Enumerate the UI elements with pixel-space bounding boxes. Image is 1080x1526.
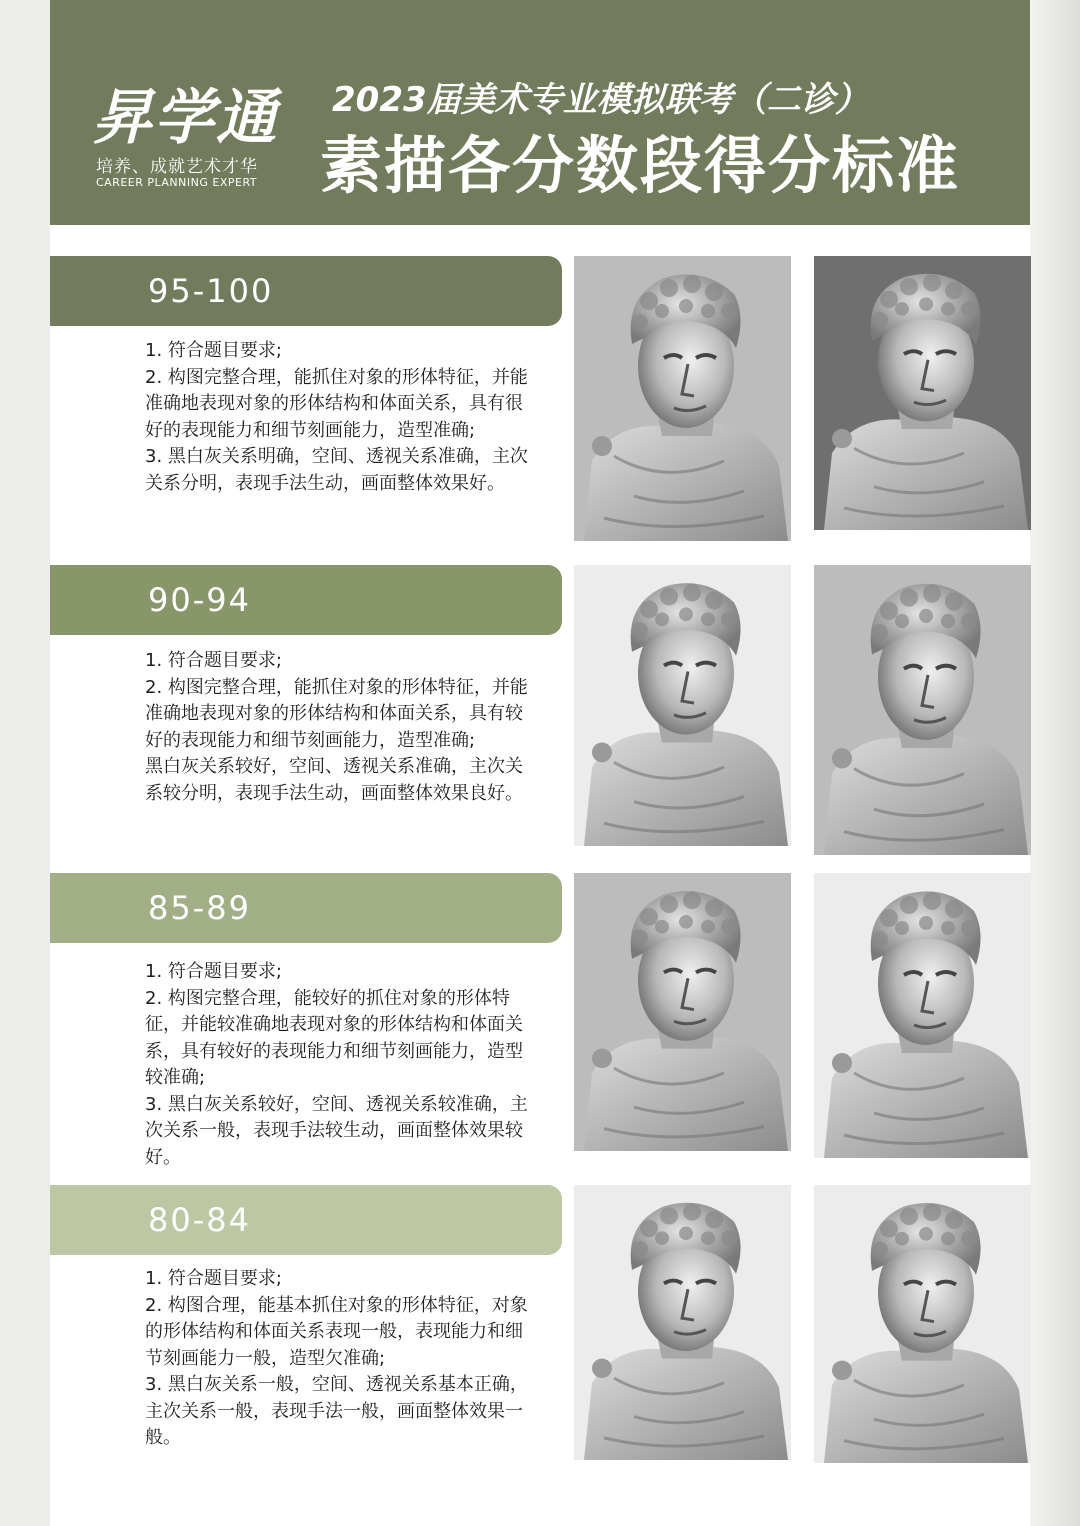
score-range-label: 95-100 [148, 272, 274, 310]
poster-title: 素描各分数段得分标准 [320, 129, 961, 202]
score-band-90-94 [50, 565, 562, 635]
criteria-item: 1. 符合题目要求; [145, 650, 282, 671]
score-range-label: 90-94 [148, 581, 251, 619]
criteria-item: 2. 构图完整合理，能抓住对象的形体特征，并能准确地表现对象的形体结构和体面关系，具有较好的表现能力和细节刻画能力，造型准确; [145, 676, 528, 751]
criteria-item: 1. 符合题目要求; [145, 340, 282, 361]
criteria-item: 3. 黑白灰关系明确，空间、透视关系准确，主次关系分明，表现手法生动，画面整体效果好。 [145, 446, 528, 494]
brand-slogan: 培养、成就艺术才华 [96, 157, 258, 177]
criteria-item: 1. 符合题目要求; [145, 961, 282, 982]
score-range-label: 85-89 [148, 889, 251, 927]
score-band-80-84 [50, 1185, 562, 1255]
bust-sketch-icon [574, 873, 791, 1151]
page-edge-left [0, 0, 50, 1526]
bust-sketch-icon [814, 256, 1031, 530]
score-band-95-100 [50, 256, 562, 326]
bust-sketch-icon [574, 256, 791, 541]
criteria-item: 2. 构图完整合理，能较好的抓住对象的形体特征，并能较准确地表现对象的形体结构和体面关系，具有较好的表现能力和细节刻画能力，造型较准确; [145, 987, 523, 1088]
poster-subtitle: 2023届美术专业模拟联考（二诊） [332, 80, 869, 120]
criteria-item: 3. 黑白灰关系一般，空间、透视关系基本正确，主次关系一般，表现手法一般，画面整体效果一般。 [145, 1374, 528, 1448]
score-band-85-89 [50, 873, 562, 943]
page-edge-right [1030, 0, 1080, 1526]
bust-sketch-icon [814, 873, 1031, 1158]
criteria-list-85-89 [145, 959, 540, 1171]
score-range-label: 80-84 [148, 1201, 251, 1239]
bust-sketch-icon [814, 1185, 1031, 1463]
criteria-list-80-84 [145, 1266, 540, 1452]
criteria-item: 2. 构图合理，能基本抓住对象的形体特征，对象的形体结构和体面关系表现一般，表现能力和细节刻画能力一般，造型欠准确; [145, 1294, 528, 1369]
criteria-item: 1. 符合题目要求; [145, 1268, 282, 1289]
criteria-list-95-100 [145, 338, 540, 497]
brand-logo: 昇学通 [92, 83, 278, 153]
criteria-item: 2. 构图完整合理，能抓住对象的形体特征，并能准确地表现对象的形体结构和体面关系，具有很好的表现能力和细节刻画能力，造型准确; [145, 366, 528, 441]
criteria-item: 3. 黑白灰关系较好，空间、透视关系较准确，主次关系一般，表现手法较生动，画面整体效果较好。 [145, 1093, 528, 1168]
bust-sketch-icon [574, 565, 791, 846]
bust-sketch-icon [574, 1185, 791, 1460]
criteria-item: 黑白灰关系较好，空间、透视关系准确，主次关系较分明，表现手法生动，画面整体效果良好。 [145, 756, 523, 804]
bust-sketch-icon [814, 565, 1031, 855]
criteria-list-90-94 [145, 648, 540, 807]
brand-slogan-english: CAREER PLANNING EXPERT [96, 176, 258, 189]
